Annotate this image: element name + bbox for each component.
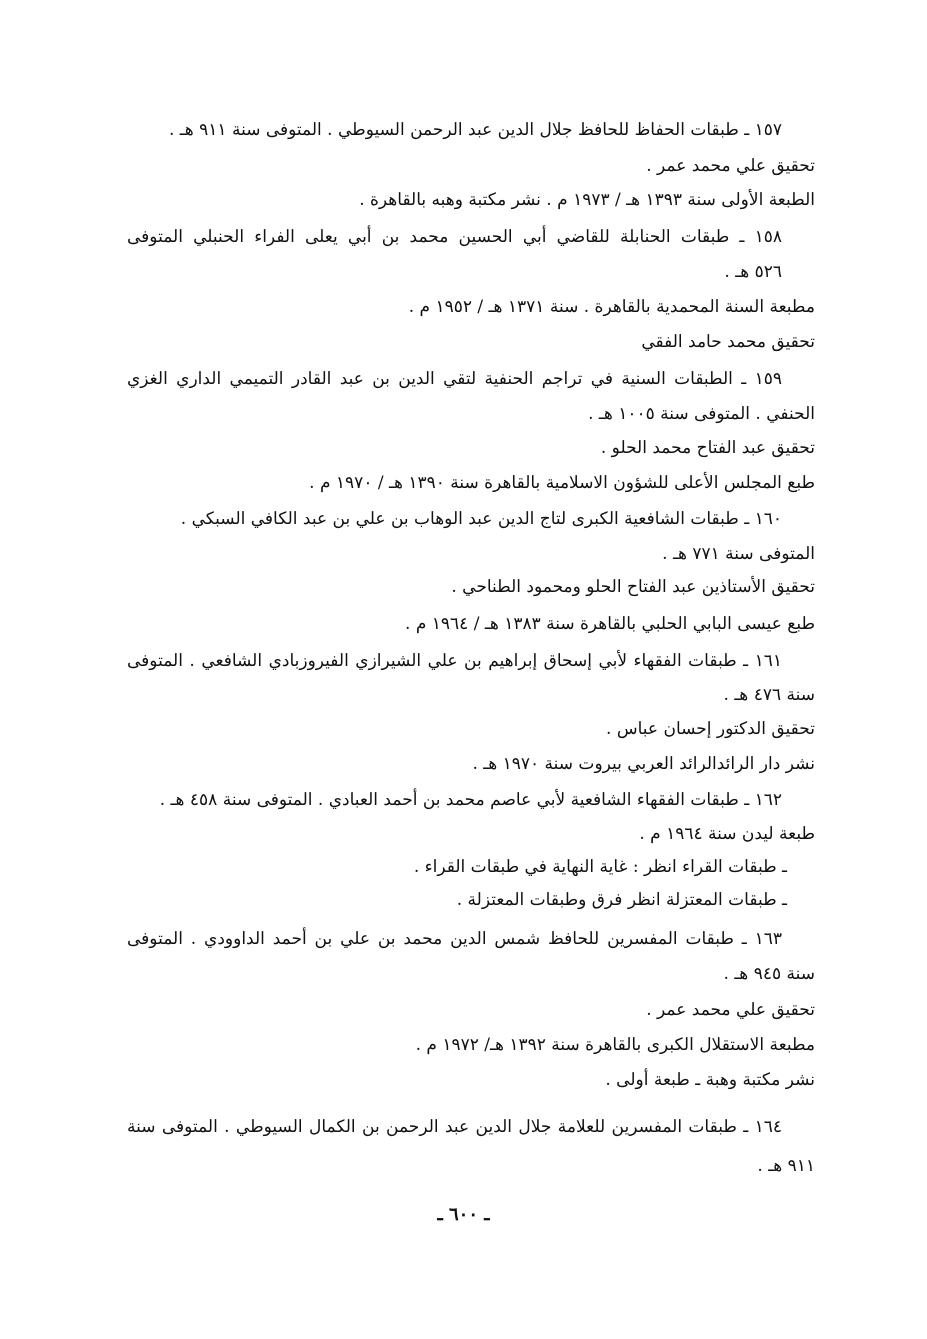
entry-160-line-2: المتوفى سنة ٧٧١ هـ . xyxy=(662,544,815,564)
cross-reference-qurra: ـ طبقات القراء انظر : غاية النهاية في طبقات القراء . xyxy=(413,857,787,877)
entry-159-editor: تحقيق عبد الفتاح محمد الحلو . xyxy=(600,438,815,458)
entry-159-publisher: طبع المجلس الأعلى للشؤون الاسلامية بالقاهرة سنة ١٣٩٠ هـ / ١٩٧٠ م . xyxy=(309,473,815,493)
entry-163-line-1: ١٦٣ ـ طبقات المفسرين للحافظ شمس الدين محمد بن علي بن أحمد الداوودي . المتوفى xyxy=(127,929,782,949)
entry-163-line-2: سنة ٩٤٥ هـ . xyxy=(723,964,815,984)
entry-161-publisher: نشر دار الرائدالرائد العربي بيروت سنة ١٩٧٠ هـ . xyxy=(472,754,815,774)
page-number: ـ ٦٠٠ ـ xyxy=(437,1204,490,1225)
entry-158-editor: تحقيق محمد حامد الفقي xyxy=(641,332,815,352)
entry-157-editor: تحقيق علي محمد عمر . xyxy=(646,156,815,176)
entry-159-line-1: ١٥٩ ـ الطبقات السنية في تراجم الحنفية لتقي الدين بن عبد القادر التميمي الداري الغزي xyxy=(127,369,782,389)
entry-162-line-1: ١٦٢ ـ طبقات الفقهاء الشافعية لأبي عاصم محمد بن أحمد العبادي . المتوفى سنة ٤٥٨ هـ . xyxy=(159,790,782,810)
entry-161-editor: تحقيق الدكتور إحسان عباس . xyxy=(606,719,815,739)
entry-158-line-1: ١٥٨ ـ طبقات الحنابلة للقاضي أبي الحسين محمد بن أبي يعلى الفراء الحنبلي المتوفى xyxy=(127,227,782,247)
entry-160-line-1: ١٦٠ ـ طبقات الشافعية الكبرى لتاج الدين عبد الوهاب بن علي بن عبد الكافي السبكي . xyxy=(180,509,782,529)
entry-157-line-1: ١٥٧ ـ طبقات الحفاظ للحافظ جلال الدين عبد الرحمن السيوطي . المتوفى سنة ٩١١ هـ . xyxy=(168,120,782,140)
entry-157-edition: الطبعة الأولى سنة ١٣٩٣ هـ / ١٩٧٣ م . نشر مكتبة وهبه بالقاهرة . xyxy=(359,190,815,210)
cross-reference-mutazila: ـ طبقات المعتزلة انظر فرق وطبقات المعتزلة . xyxy=(456,890,787,910)
entry-158-publisher: مطبعة السنة المحمدية بالقاهرة . سنة ١٣٧١ هـ / ١٩٥٢ م . xyxy=(408,297,815,317)
entry-162-edition: طبعة ليدن سنة ١٩٦٤ م . xyxy=(639,824,815,844)
entry-159-line-2: الحنفي . المتوفى سنة ١٠٠٥ هـ . xyxy=(588,404,815,424)
entry-160-editors: تحقيق الأستاذين عبد الفتاح الحلو ومحمود الطناحي . xyxy=(451,577,815,597)
entry-163-publisher: نشر مكتبة وهبة ـ طبعة أولى . xyxy=(605,1070,815,1090)
entry-163-editor: تحقيق علي محمد عمر . xyxy=(646,1000,815,1020)
entry-164-line-2: ٩١١ هـ . xyxy=(757,1156,815,1176)
entry-163-printer: مطبعة الاستقلال الكبرى بالقاهرة سنة ١٣٩٢ هـ/ ١٩٧٢ م . xyxy=(415,1035,815,1055)
entry-161-line-2: سنة ٤٧٦ هـ . xyxy=(723,685,815,705)
entry-164-line-1: ١٦٤ ـ طبقات المفسرين للعلامة جلال الدين عبد الرحمن بن الكمال السيوطي . المتوفى سنة xyxy=(127,1117,782,1137)
entry-160-publisher: طبع عيسى البابي الحلبي بالقاهرة سنة ١٣٨٣ هـ / ١٩٦٤ م . xyxy=(405,614,815,634)
entry-161-line-1: ١٦١ ـ طبقات الفقهاء لأبي إسحاق إبراهيم بن علي الشيرازي الفيروزبادي الشافعي . المتوفى xyxy=(127,651,782,671)
entry-158-line-2: ٥٢٦ هـ . xyxy=(724,262,782,282)
